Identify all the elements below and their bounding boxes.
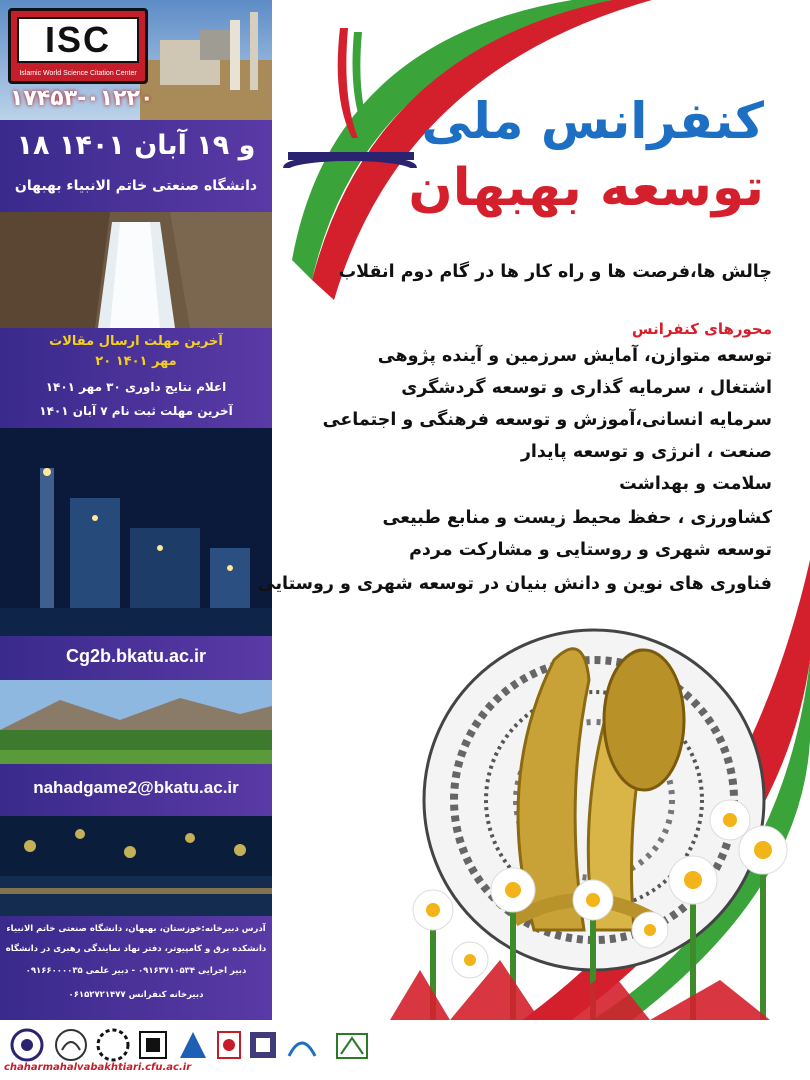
right-column	[257, 0, 810, 1020]
refinery-night-photo	[0, 428, 272, 636]
isc-logo-subtitle: Islamic World Science Citation Center	[19, 70, 137, 77]
footer-website-watermark[interactable]: chaharmahalvabakhtiari.cfu.ac.ir	[4, 1062, 192, 1073]
event-dates: ۱۸ و ۱۹ آبان ۱۴۰۱	[16, 130, 256, 161]
topics-heading: محورهای کنفرانس	[631, 320, 772, 338]
sponsor-logo-icon	[10, 1028, 44, 1062]
email-band	[0, 764, 272, 816]
conference-subtitle: چالش ها،فرصت ها و راه کار ها در گام دوم انقلاب	[338, 262, 772, 282]
left-column	[0, 0, 272, 1020]
contact-phones: دبیر اجرایی ۰۹۱۶۳۷۱۰۵۳۴ - دبیر علمی ۰۹۱۶۶۰۰۰۰۳۵	[25, 966, 247, 976]
deadlines-band	[0, 328, 272, 428]
sponsor-logo-icon	[54, 1028, 88, 1062]
isc-code: ۱۷۴۵۳-۰۱۲۲۰	[10, 86, 154, 111]
sponsor-logo-icon	[282, 1028, 322, 1062]
topic-item: سلامت و بهداشت	[619, 474, 772, 494]
address-band	[0, 916, 272, 1020]
topic-item: اشتغال ، سرمایه گذاری و توسعه گردشگری	[401, 378, 772, 398]
conference-website[interactable]: Cg2b.bkatu.ac.ir	[65, 646, 207, 666]
sponsor-logo-icon	[136, 1028, 170, 1062]
sponsor-logo-icon	[332, 1028, 372, 1062]
address-line-1: آدرس دبیرخانه:خوزستان، بهبهان، دانشگاه صنعتی خاتم الانبیاء	[6, 924, 266, 934]
isc-logo-text: ISC	[44, 19, 111, 60]
topic-item: توسعه شهری و روستایی و مشارکت مردم	[409, 540, 772, 560]
conference-emblem-icon	[280, 18, 420, 168]
sponsor-logo-icon	[96, 1028, 130, 1062]
address-line-2: دانشکده برق و کامپیوتر، دفتر نهاد نمایندگی رهبری در دانشگاه	[5, 944, 267, 954]
topic-item: کشاورزی ، حفظ محیط زیست و منابع طبیعی	[382, 508, 772, 528]
city-night-photo	[0, 816, 272, 916]
topic-item: فناوری های نوین و دانش بنیان در توسعه شهری و روستایی	[257, 574, 772, 594]
conference-email[interactable]: nahadgame2@bkatu.ac.ir	[33, 778, 239, 797]
conference-title-line-1: کنفرانس ملی	[421, 92, 764, 150]
submission-deadline-date: ۲۰ مهر ۱۴۰۱	[95, 354, 177, 369]
topic-item: توسعه متوازن، آمایش سرزمین و آینده پژوهی	[377, 346, 772, 366]
isc-logo	[8, 8, 148, 84]
event-venue: دانشگاه صنعتی خاتم الانبیاء بهبهان	[14, 178, 258, 194]
sponsor-logo-icon	[212, 1028, 246, 1062]
secretariat-phone: دبیرخانه کنفرانس ۰۶۱۵۲۷۲۱۴۷۷	[68, 990, 204, 1000]
palm-grove-photo	[0, 680, 272, 764]
dates-band	[0, 120, 272, 212]
topic-item: سرمایه انسانی،آموزش و توسعه فرهنگی و اجتماعی	[322, 410, 772, 430]
sponsor-logo-icon	[176, 1028, 210, 1062]
conference-title-line-2: توسعه بهبهان	[408, 158, 764, 218]
registration-deadline: آخرین مهلت ثبت نام ۷ آبان ۱۴۰۱	[39, 404, 233, 418]
topic-item: صنعت ، انرژی و توسعه پایدار	[520, 442, 772, 462]
dam-waterfall-photo	[0, 212, 272, 328]
submission-deadline-label: آخرین مهلت ارسال مقالات	[49, 334, 223, 349]
review-results-date: اعلام نتایج داوری ۳۰ مهر ۱۴۰۱	[45, 380, 227, 394]
daffodil-flowers-icon	[390, 790, 810, 1020]
website-band	[0, 636, 272, 680]
sponsor-logo-icon	[246, 1028, 280, 1062]
isc-logo-inner	[17, 17, 139, 63]
